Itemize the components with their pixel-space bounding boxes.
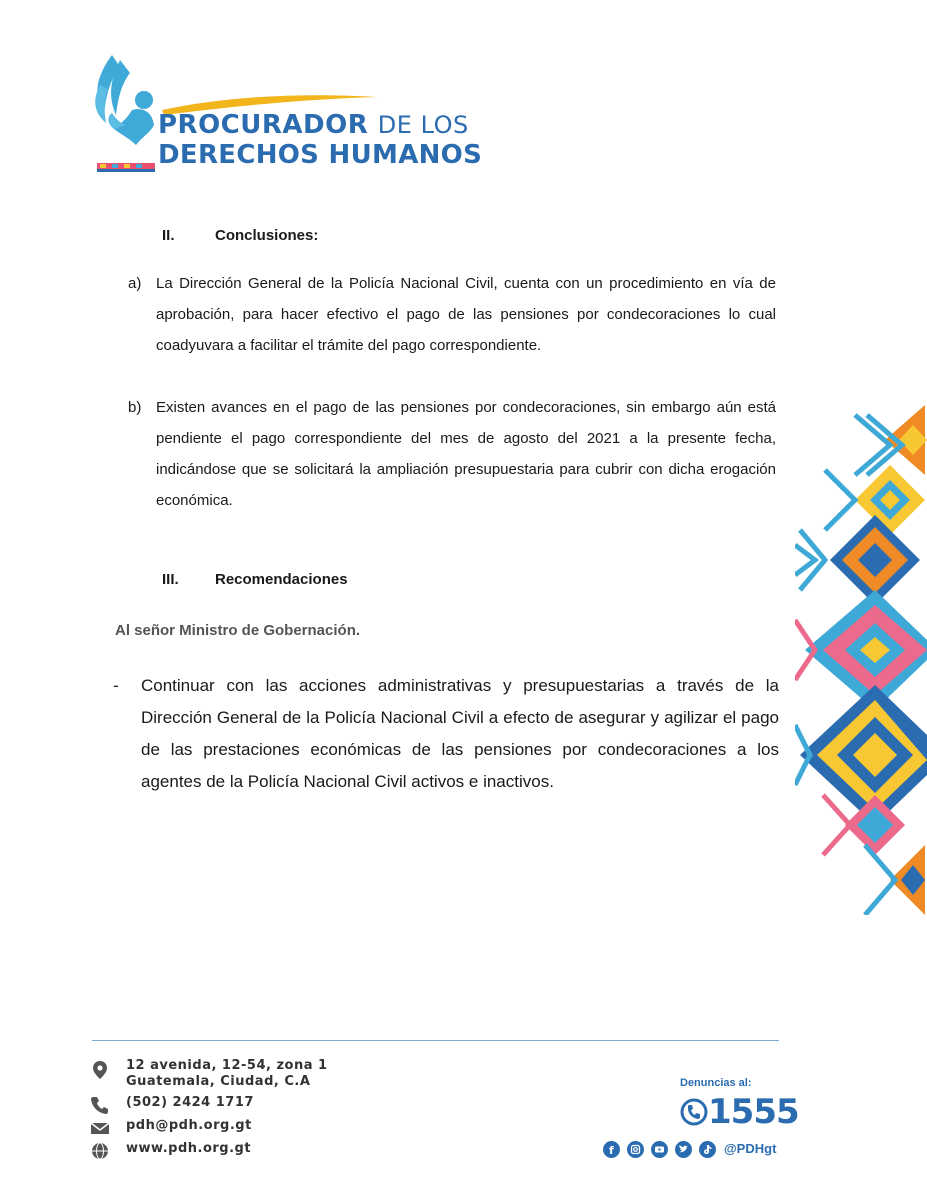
section-numeral: II. bbox=[162, 227, 175, 244]
list-marker: - bbox=[113, 676, 119, 695]
logo-line1-main: PROCURADOR bbox=[158, 110, 369, 140]
twitter-icon[interactable] bbox=[675, 1141, 692, 1158]
social-handle[interactable]: @PDHgt bbox=[724, 1141, 777, 1156]
logo-wordmark bbox=[158, 112, 482, 168]
section-title: Conclusiones: bbox=[215, 227, 319, 244]
denuncias-hotline bbox=[680, 1092, 799, 1132]
recommendation-text: Continuar con las acciones administrativas y presupuestarias a través de la Dirección General de la Policía Nacional Civil a efecto de asegurar y agilizar el pago de las prestaciones económicas de las pensiones por condecoraciones a los agentes de la Policía Nacional Civil activos e inactivos. bbox=[141, 676, 779, 791]
address-line2: Guatemala, Ciudad, C.A bbox=[126, 1074, 311, 1089]
hotline-phone-icon bbox=[680, 1097, 708, 1127]
list-marker: a) bbox=[128, 275, 142, 292]
conclusion-text: Existen avances en el pago de las pensiones por condecoraciones, sin embargo aún está pendiente el pago correspondiente del mes de agosto del 2021 a la presente fecha, indicándose que se solicitará la ampliación presupuestaria para cubrir con dicha erogación económica. bbox=[156, 399, 776, 509]
conclusion-item bbox=[128, 392, 776, 516]
recommendation-item bbox=[113, 670, 779, 798]
addressee: Al señor Ministro de Gobernación. bbox=[115, 622, 361, 639]
textile-pattern-decoration bbox=[795, 395, 927, 915]
logo-line1-small: DE LOS bbox=[377, 111, 469, 139]
denuncias-label: Denuncias al: bbox=[680, 1077, 752, 1089]
conclusion-item bbox=[128, 268, 776, 361]
tiktok-icon[interactable] bbox=[699, 1141, 716, 1158]
phone-icon bbox=[90, 1095, 110, 1115]
section-title: Recomendaciones bbox=[215, 571, 348, 588]
logo-line2: DERECHOS HUMANOS bbox=[158, 140, 483, 170]
instagram-icon[interactable] bbox=[627, 1141, 644, 1158]
address-line1: 12 avenida, 12-54, zona 1 bbox=[126, 1058, 328, 1073]
email-address[interactable]: pdh@pdh.org.gt bbox=[126, 1118, 252, 1133]
youtube-icon[interactable] bbox=[651, 1141, 668, 1158]
facebook-icon[interactable] bbox=[603, 1141, 620, 1158]
footer-divider bbox=[92, 1040, 779, 1041]
svg-text:f: f bbox=[609, 1144, 614, 1157]
mail-icon bbox=[90, 1118, 110, 1138]
globe-icon bbox=[90, 1141, 110, 1161]
phone-number: (502) 2424 1717 bbox=[126, 1095, 254, 1110]
website-url[interactable]: www.pdh.org.gt bbox=[126, 1141, 252, 1156]
location-pin-icon bbox=[90, 1060, 110, 1080]
section-numeral: III. bbox=[162, 571, 179, 588]
denuncias-number: 1555 bbox=[708, 1092, 799, 1132]
list-marker: b) bbox=[128, 399, 142, 416]
conclusion-text: La Dirección General de la Policía Nacional Civil, cuenta con un procedimiento en vía de aprobación, para hacer efectivo el pago de las pensiones por condecoraciones lo cual coadyuvara a facilitar el trámite del pago correspondiente. bbox=[156, 275, 776, 354]
